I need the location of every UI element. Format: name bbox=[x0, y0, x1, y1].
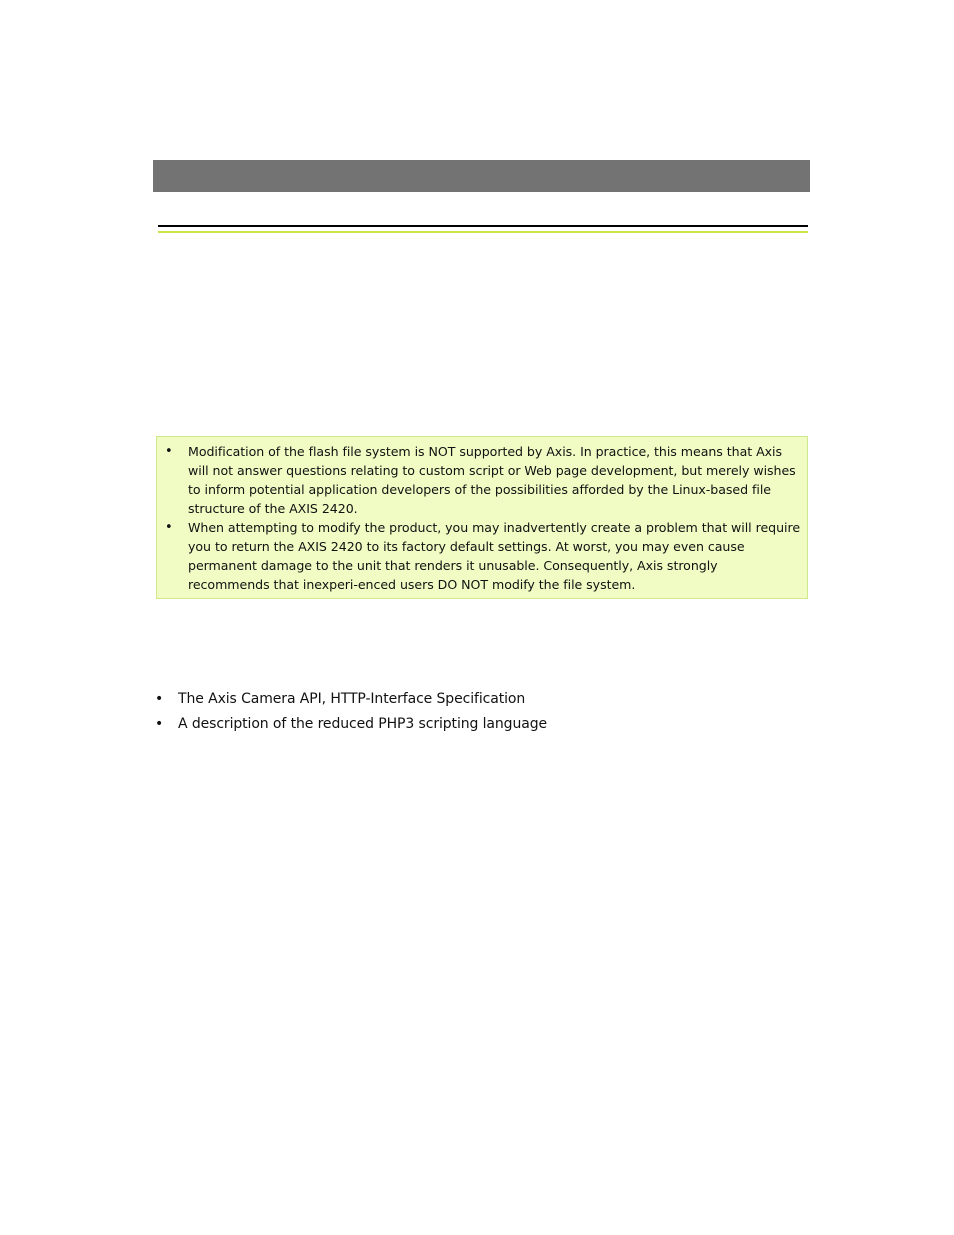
heading-accent-rule bbox=[158, 231, 808, 233]
warning-note-box bbox=[156, 436, 808, 599]
section-header-band bbox=[153, 160, 810, 192]
list-item-text: The Axis Camera API, HTTP-Interface Specification bbox=[178, 691, 526, 707]
list-item bbox=[153, 689, 793, 714]
bullet-icon: • bbox=[165, 520, 173, 535]
list-item bbox=[153, 714, 793, 739]
heading-rule bbox=[158, 225, 808, 227]
bullet-icon: • bbox=[155, 716, 164, 732]
bullet-icon: • bbox=[165, 444, 173, 459]
reference-list bbox=[153, 689, 793, 739]
note-text: When attempting to modify the product, you may inadvertently create a problem that will require you to return the AXIS 2420 to its factory default settings. At worst, you may even cause permanent damage to the unit that renders it unusable. Consequently, Axis strongly recommends that inexperi-enced users DO NOT modify the file system. bbox=[188, 520, 801, 592]
list-item-text: A description of the reduced PHP3 scripting language bbox=[178, 716, 548, 732]
bullet-icon: • bbox=[155, 691, 164, 707]
note-text: Modification of the flash file system is NOT supported by Axis. In practice, this means that Axis will not answer questions relating to custom script or Web page development, but merely wishes to inform potential application developers of the possibilities afforded by the Linux-based file structure of the AXIS 2420. bbox=[188, 444, 796, 516]
